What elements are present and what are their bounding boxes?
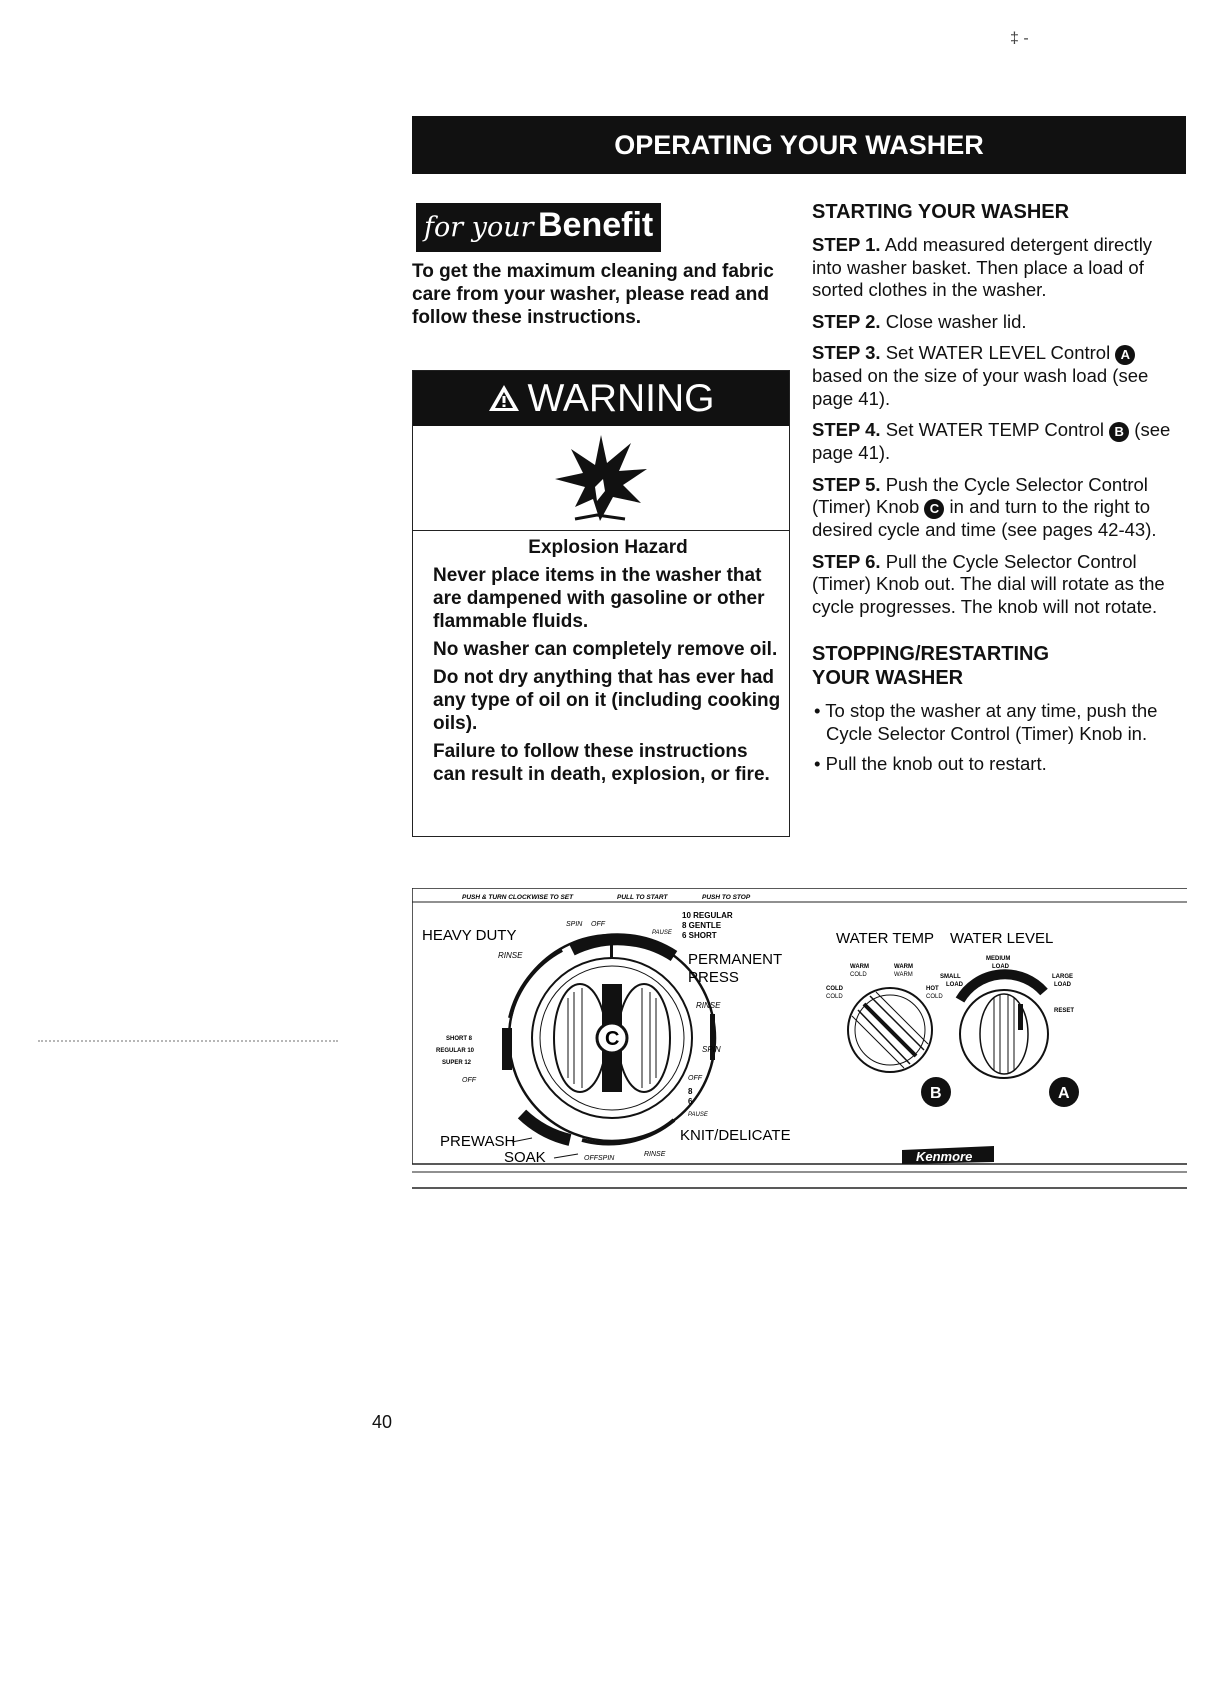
benefit-script: for your xyxy=(424,212,534,243)
corner-mark: ‡ - xyxy=(1010,30,1029,47)
svg-text:COLD: COLD xyxy=(926,994,943,1000)
svg-text:RESET: RESET xyxy=(1054,1008,1075,1014)
instructions-column xyxy=(812,200,1187,784)
control-panel-illustration xyxy=(412,888,1187,1194)
knob-c-label: C xyxy=(605,1028,620,1050)
svg-text:WARM: WARM xyxy=(894,972,913,978)
svg-text:SPIN: SPIN xyxy=(598,1155,615,1162)
svg-text:COLD: COLD xyxy=(826,994,843,1000)
svg-text:PERMANENT: PERMANENT xyxy=(688,951,783,968)
svg-text:OFF: OFF xyxy=(462,1077,476,1084)
warning-header xyxy=(413,371,789,426)
water-level-label: WATER LEVEL xyxy=(950,930,1054,947)
page-number: 40 xyxy=(372,1412,393,1432)
svg-text:SUPER 12: SUPER 12 xyxy=(442,1060,472,1066)
svg-text:RINSE: RINSE xyxy=(696,1001,721,1010)
list-item: • To stop the washer at any time, push the Cycle Selector Control (Timer) Knob in. xyxy=(814,700,1158,744)
svg-text:OFF: OFF xyxy=(591,921,605,928)
warning-text xyxy=(433,536,783,791)
cycle-label: HEAVY DUTY xyxy=(422,927,517,944)
svg-text:RINSE: RINSE xyxy=(498,951,523,960)
scan-speckle xyxy=(38,1040,338,1042)
svg-text:10 REGULAR: 10 REGULAR xyxy=(682,911,733,920)
intro-text: To get the maximum cleaning and fabric care from your washer, please read and follow these instructions. xyxy=(412,261,774,328)
step-5: STEP 5. Push the Cycle Selector Control (Timer) Knob C in and turn to the right to desired cycle and time (see pages 42-43). xyxy=(812,473,1157,540)
stopping-list xyxy=(812,700,1187,776)
warning-box xyxy=(412,370,790,837)
step-1: STEP 1. Add measured detergent directly into washer basket. Then place a load of sorted clothes in the washer. xyxy=(812,234,1153,300)
stopping-heading: STOPPING/RESTARTING YOUR WASHER xyxy=(812,643,1050,689)
strip-label: PULL TO START xyxy=(617,894,668,901)
step-6: STEP 6. Pull the Cycle Selector Control (Timer) Knob out. The dial will rotate as the cycle progresses. The knob will not rotate. xyxy=(812,550,1165,617)
svg-text:COLD: COLD xyxy=(850,972,867,978)
step-4: STEP 4. Set WATER TEMP Control B (see page 41). xyxy=(812,419,1171,463)
water-temp-label: WATER TEMP xyxy=(836,930,935,947)
svg-text:PAUSE: PAUSE xyxy=(652,930,672,936)
svg-text:SMALL: SMALL xyxy=(940,974,961,980)
svg-text:LOAD: LOAD xyxy=(946,982,963,988)
svg-text:8: 8 xyxy=(688,1087,693,1096)
svg-text:HOT: HOT xyxy=(926,986,939,992)
step-3: STEP 3. Set WATER LEVEL Control A based on the size of your wash load (see page 41). xyxy=(812,342,1149,409)
svg-text:LARGE: LARGE xyxy=(1052,974,1073,980)
warning-paragraph: Do not dry anything that has ever had any type of oil on it (including cooking oils). xyxy=(433,667,781,734)
svg-text:SPIN: SPIN xyxy=(702,1045,721,1054)
badge-c-icon: C xyxy=(924,499,944,519)
explosion-icon xyxy=(545,429,655,527)
starting-heading: STARTING YOUR WASHER xyxy=(812,201,1070,223)
badge-b-icon: B xyxy=(1109,422,1129,442)
step-2: STEP 2. Close washer lid. xyxy=(812,310,1027,332)
svg-text:PREWASH: PREWASH xyxy=(440,1133,516,1150)
warning-paragraph: Failure to follow these instructions can result in death, explosion, or fire. xyxy=(433,741,770,785)
hazard-title: Explosion Hazard xyxy=(528,537,688,558)
list-item: • Pull the knob out to restart. xyxy=(814,753,1047,774)
svg-text:LOAD: LOAD xyxy=(1054,982,1071,988)
page-title: OPERATING YOUR WASHER xyxy=(412,116,1186,174)
svg-text:REGULAR 10: REGULAR 10 xyxy=(436,1048,475,1054)
svg-text:LOAD: LOAD xyxy=(992,964,1009,970)
svg-text:COLD: COLD xyxy=(826,986,843,992)
svg-text:WARM: WARM xyxy=(894,964,913,970)
svg-text:SOAK: SOAK xyxy=(504,1149,546,1166)
svg-text:PRESS: PRESS xyxy=(688,969,739,986)
svg-text:RINSE: RINSE xyxy=(644,1151,666,1158)
svg-text:PAUSE: PAUSE xyxy=(688,1112,708,1118)
svg-text:OFF: OFF xyxy=(688,1075,702,1082)
warning-triangle-icon xyxy=(487,383,521,413)
svg-text:A: A xyxy=(1058,1085,1070,1102)
svg-text:8 GENTLE: 8 GENTLE xyxy=(682,921,722,930)
brand-text: Kenmore xyxy=(916,1149,973,1164)
water-temp-knob xyxy=(848,988,932,1072)
svg-text:SHORT 8: SHORT 8 xyxy=(446,1036,473,1042)
badge-a-icon: A xyxy=(1115,345,1135,365)
svg-text:WARM: WARM xyxy=(850,964,869,970)
benefit-badge xyxy=(416,203,684,247)
benefit-strong: Benefit xyxy=(538,206,654,244)
svg-text:6: 6 xyxy=(688,1097,693,1106)
warning-title: WARNING xyxy=(527,377,715,420)
strip-label: PUSH TO STOP xyxy=(702,894,751,901)
svg-text:OFF: OFF xyxy=(584,1155,598,1162)
svg-text:KNIT/DELICATE: KNIT/DELICATE xyxy=(680,1127,791,1144)
svg-text:SPIN: SPIN xyxy=(566,921,583,928)
strip-label: PUSH & TURN CLOCKWISE TO SET xyxy=(462,894,574,901)
svg-text:6 SHORT: 6 SHORT xyxy=(682,931,717,940)
svg-text:B: B xyxy=(930,1085,942,1102)
water-level-knob xyxy=(960,990,1048,1078)
warning-paragraph: No washer can completely remove oil. xyxy=(433,639,778,660)
svg-text:MEDIUM: MEDIUM xyxy=(986,956,1011,962)
warning-paragraph: Never place items in the washer that are dampened with gasoline or other flammable fluids. xyxy=(433,565,765,632)
cycle-dial xyxy=(502,935,715,1143)
